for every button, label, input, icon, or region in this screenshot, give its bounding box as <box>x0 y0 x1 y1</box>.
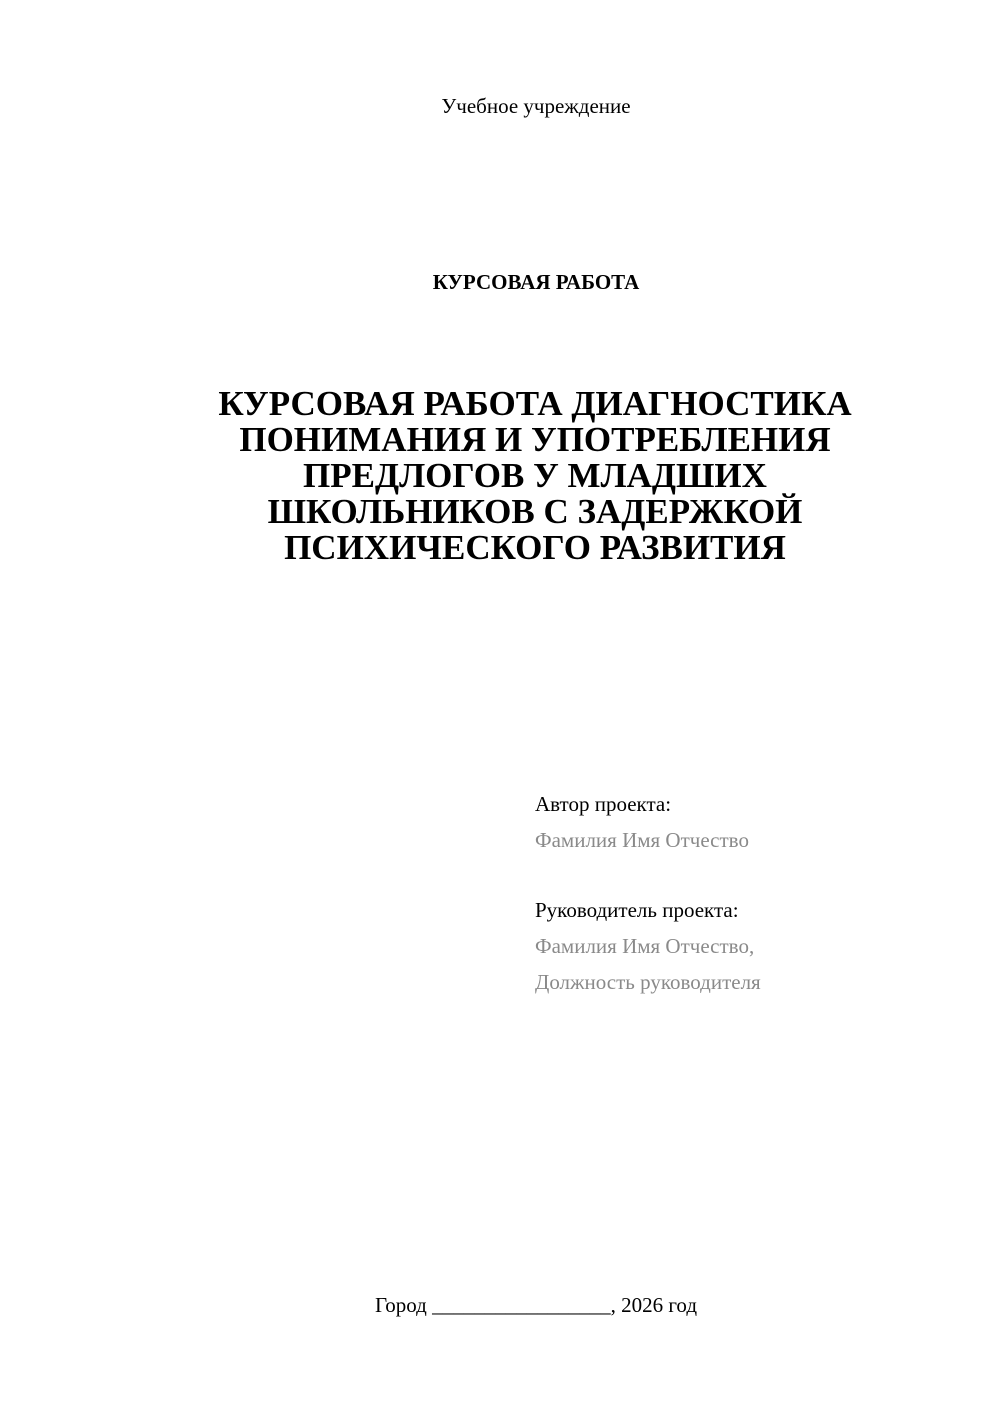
author-block <box>535 786 749 858</box>
author-label: Автор проекта: <box>535 792 672 816</box>
supervisor-name: Фамилия Имя Отчество, <box>535 934 755 958</box>
work-title-line-1: КУРСОВАЯ РАБОТА ДИАГНОСТИКА <box>218 384 852 423</box>
author-name: Фамилия Имя Отчество <box>535 828 749 852</box>
work-title-line-5: ПСИХИЧЕСКОГО РАЗВИТИЯ <box>284 528 786 567</box>
supervisor-block <box>535 892 761 1000</box>
institution-name: Учебное учреждение <box>441 94 631 118</box>
supervisor-position: Должность руководителя <box>535 970 761 994</box>
document-type: КУРСОВАЯ РАБОТА <box>432 270 640 294</box>
work-title-line-2: ПОНИМАНИЯ И УПОТРЕБЛЕНИЯ <box>239 420 831 459</box>
work-title-line-4: ШКОЛЬНИКОВ С ЗАДЕРЖКОЙ <box>267 492 803 531</box>
work-title-line-3: ПРЕДЛОГОВ У МЛАДШИХ <box>303 456 767 495</box>
city-year-line: Город _________________, 2026 год <box>374 1293 698 1317</box>
supervisor-label: Руководитель проекта: <box>535 898 739 922</box>
work-title <box>170 386 900 566</box>
